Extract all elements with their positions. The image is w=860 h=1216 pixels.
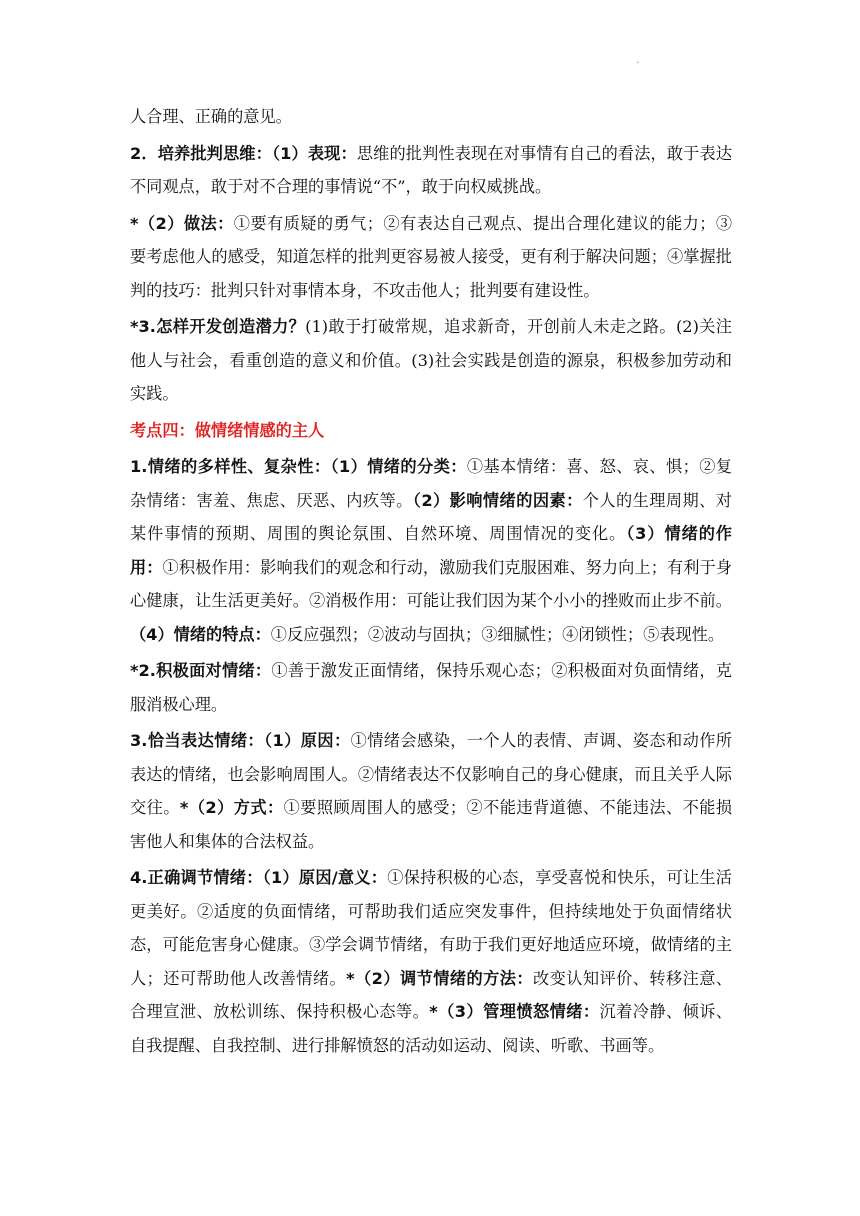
paragraph	[130, 414, 732, 448]
body-text: 人合理、正确的意见。	[130, 107, 292, 126]
paragraph	[130, 654, 732, 721]
header-mark: .	[636, 55, 640, 66]
bold-label: 4.正确调节情绪：（1）原因/意义：	[130, 868, 388, 887]
bold-label: *（2）方式：	[179, 798, 284, 817]
paragraph	[130, 137, 732, 204]
bold-label: *（3）管理愤怒情绪：	[429, 1002, 600, 1021]
document-body	[130, 100, 732, 1065]
bold-label: （2）影响情绪的因素：	[412, 490, 583, 510]
bold-label: 3.恰当表达情绪：（1）原因：	[130, 731, 351, 750]
bold-label: *（2）调节情绪的方法：	[346, 968, 533, 988]
body-text: ①善于激发正面情绪，保持乐观心态；②积极面对负面情绪，克服消极心理。	[130, 661, 732, 714]
bold-label: 1.情绪的多样性、复杂性：（1）情绪的分类：	[130, 457, 467, 476]
body-text: 沉着冷静、倾诉、自我提醒、自我控制、进行排解愤怒的活动如运动、阅读、听歌、书画等。	[130, 1002, 733, 1055]
section-heading: 考点四：做情绪情感的主人	[130, 420, 325, 440]
bold-label: 2．培养批判思维：（1）表现：	[130, 143, 357, 163]
paragraph	[130, 100, 732, 134]
body-text: ①积极作用：影响我们的观念和行动，激励我们克服困难、努力向上；有利于身心健康，让生活更美好。②消极作用：可能让我们因为某个小小的挫败而止步不前。	[130, 557, 732, 610]
body-text: ①基本情绪：喜、怒、哀、惧；②复杂情绪：害羞、焦虑、厌恶、内疚等。	[130, 457, 733, 510]
paragraph	[130, 724, 732, 858]
paragraph	[130, 861, 732, 1062]
body-text: ①情绪会感染，一个人的表情、声调、姿态和动作所表达的情绪，也会影响周围人。②情绪表达不仅影响自己的身心健康，而且关乎人际交往。	[130, 731, 733, 817]
body-text: 思维的批判性表现在对事情有自己的看法，敢于表达不同观点，敢于对不合理的事情说“不”，敢于向权威挑战。	[130, 143, 733, 196]
body-text: 改变认知评价、转移注意、合理宣泄、放松训练、保持积极心态等。	[130, 968, 733, 1021]
bold-label: （4）情绪的特点：	[130, 624, 271, 644]
paragraph	[130, 310, 732, 411]
body-text: 个人的生理周期、对某件事情的预期、周围的舆论氛围、自然环境、周围情况的变化。	[130, 490, 732, 543]
bold-label: *3.怎样开发创造潜力？	[130, 317, 306, 336]
paragraph	[130, 450, 732, 651]
body-text: ①要有质疑的勇气；②有表达自己观点、提出合理化建议的能力；③要考虑他人的感受，知道怎样的批判更容易被人接受，更有利于解决问题；④掌握批判的技巧：批判只针对事情本身，不攻击他人；批判要有建设性。	[130, 213, 733, 300]
bold-label: *（2）做法：	[130, 213, 234, 233]
body-text: ①保持积极的心态，享受喜悦和快乐，可让生活更美好。②适度的负面情绪，可帮助我们适应突发事件，但持续地处于负面情绪状态，可能危害身心健康。③学会调节情绪，有助于我们更好地适应环境，做情绪的主人；还可帮助他人改善情绪。	[130, 868, 732, 988]
body-text: ①反应强烈；②波动与固执；③细腻性；④闭锁性；⑤表现性。	[270, 624, 725, 644]
bold-label: *2.积极面对情绪：	[130, 661, 272, 680]
paragraph	[130, 207, 732, 308]
body-text: ①要照顾周围人的感受；②不能违背道德、不能违法、不能损害他人和集体的合法权益。	[130, 798, 733, 851]
bold-label: （3）情绪的作用：	[130, 524, 732, 577]
body-text: (1)敢于打破常规，追求新奇，开创前人未走之路。(2)关注他人与社会，看重创造的意义和价值。(3)社会实践是创造的源泉，积极参加劳动和实践。	[130, 317, 732, 403]
